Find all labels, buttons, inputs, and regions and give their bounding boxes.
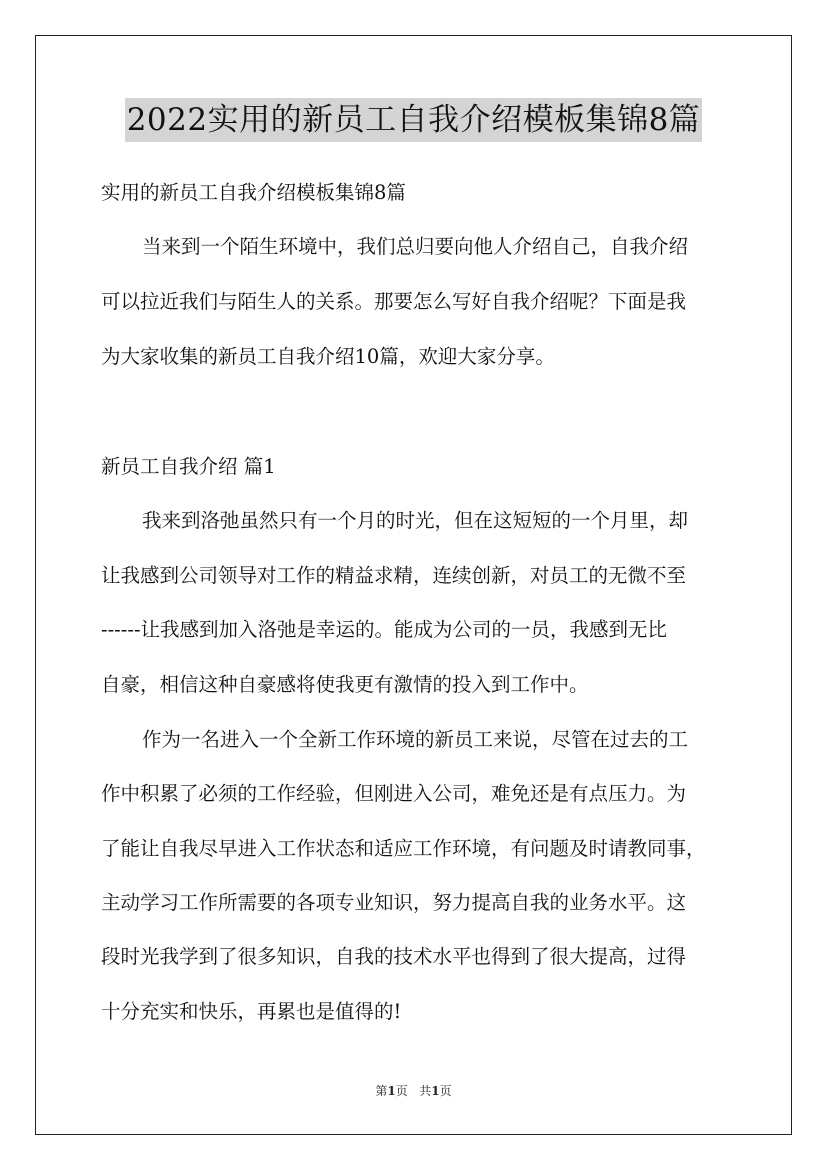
section-heading-1: 新员工自我介绍 篇1 [101,455,276,478]
intro-line-1: 当来到一个陌生环境中，我们总归要向他人介绍自己，自我介绍 [142,235,689,258]
para2-line-3: 了能让自我尽早进入工作状态和适应工作环境，有问题及时请教同事， [101,837,706,860]
intro-line-3: 为大家收集的新员工自我介绍10篇，欢迎大家分享。 [101,345,555,368]
para1-line-3: ------让我感到加入洛弛是幸运的。能成为公司的一员，我感到无比 [101,618,668,641]
footer-total-prefix: 共 [419,1084,432,1098]
footer-page-current: 1 [387,1084,396,1098]
footer-page-total: 1 [431,1084,440,1098]
para2-line-1: 作为一名进入一个全新工作环境的新员工来说，尽管在过去的工 [142,728,689,751]
para2-line-6: 十分充实和快乐，再累也是值得的! [101,1000,402,1023]
footer-page-prefix: 第 [375,1084,388,1098]
document-title [0,98,827,142]
para1-line-1: 我来到洛弛虽然只有一个月的时光，但在这短短的一个月里，却 [142,509,689,532]
document-subtitle: 实用的新员工自我介绍模板集锦8篇 [101,181,406,204]
para1-line-2: 让我感到公司领导对工作的精益求精，连续创新，对员工的无微不至 [101,564,687,587]
footer-page-suffix: 页 [395,1084,408,1098]
para2-line-4: 主动学习工作所需要的各项专业知识，努力提高自我的业务水平。这 [101,891,687,914]
page-footer [0,1083,827,1099]
document-title-text: 2022实用的新员工自我介绍模板集锦8篇 [125,98,703,142]
intro-line-2: 可以拉近我们与陌生人的关系。那要怎么写好自我介绍呢？下面是我 [101,290,687,313]
footer-total-suffix: 页 [439,1084,452,1098]
para1-line-4: 自豪，相信这种自豪感将使我更有激情的投入到工作中。 [101,673,589,696]
para2-line-2: 作中积累了必须的工作经验，但刚进入公司，难免还是有点压力。为 [101,782,687,805]
para2-line-5: 段时光我学到了很多知识，自我的技术水平也得到了很大提高，过得 [101,945,687,968]
